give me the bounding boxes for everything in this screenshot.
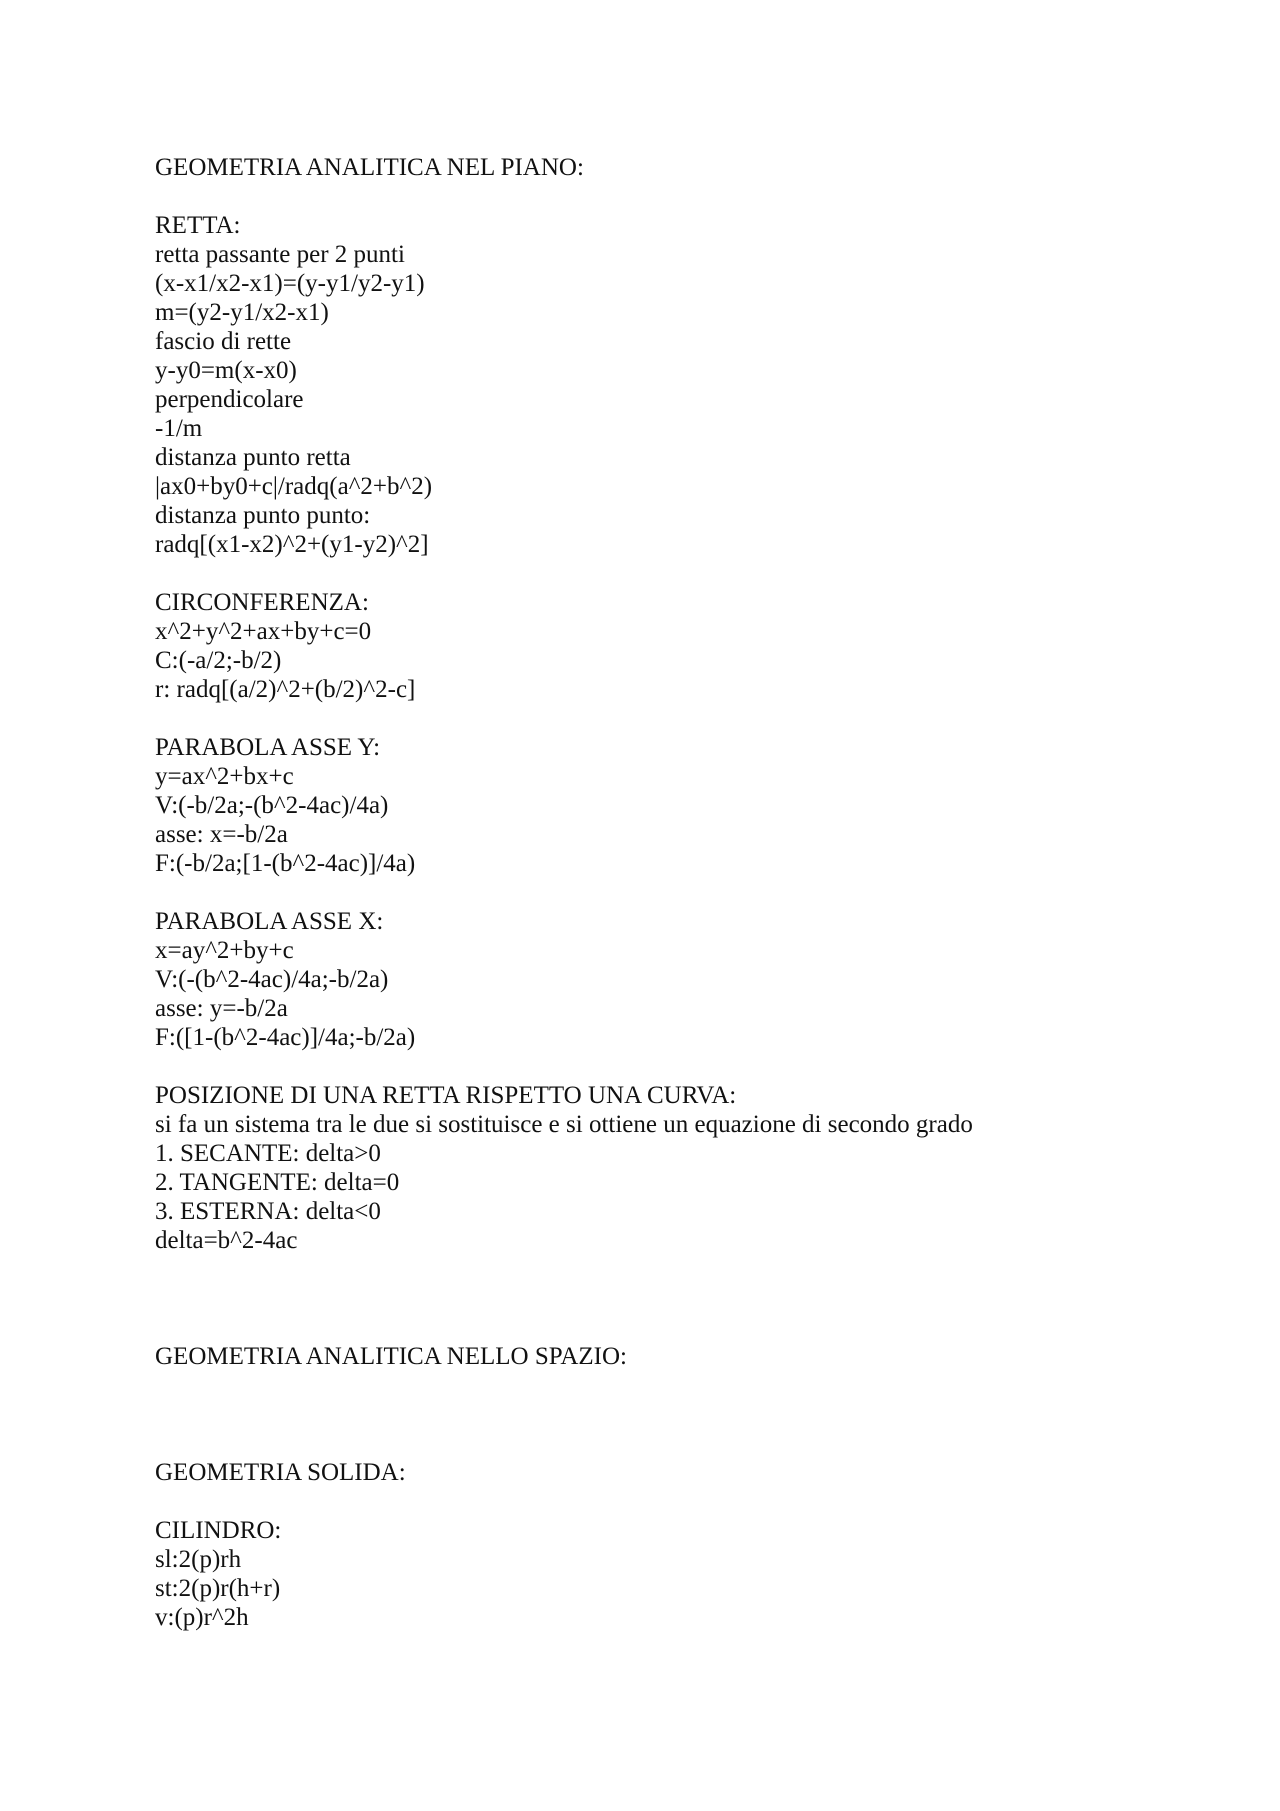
formula-line: radq[(x1-x2)^2+(y1-y2)^2]	[155, 531, 429, 558]
spacer	[155, 182, 1195, 211]
spacer	[155, 704, 1195, 733]
text-line: distanza punto punto:	[155, 502, 371, 529]
text-line: perpendicolare	[155, 386, 304, 413]
formula-line: m=(y2-y1/x2-x1)	[155, 299, 329, 326]
formula-line: F:([1-(b^2-4ac)]/4a;-b/2a)	[155, 1024, 416, 1051]
heading-parabola-asse-y: PARABOLA ASSE Y:	[155, 734, 381, 761]
formula-line: asse: y=-b/2a	[155, 995, 288, 1022]
list-item: 1. SECANTE: delta>0	[155, 1140, 381, 1167]
heading-retta: RETTA:	[155, 212, 241, 239]
section-parabola-asse-y	[155, 733, 1195, 878]
list-item: 2. TANGENTE: delta=0	[155, 1169, 400, 1196]
formula-line: v:(p)r^2h	[155, 1604, 249, 1631]
formula-line: st:2(p)r(h+r)	[155, 1575, 281, 1602]
document-page	[155, 153, 1195, 1632]
formula-line: x^2+y^2+ax+by+c=0	[155, 618, 372, 645]
heading-geometria-spazio: GEOMETRIA ANALITICA NELLO SPAZIO:	[155, 1343, 627, 1370]
formula-line: r: radq[(a/2)^2+(b/2)^2-c]	[155, 676, 416, 703]
formula-line: (x-x1/x2-x1)=(y-y1/y2-y1)	[155, 270, 425, 297]
formula-line: y-y0=m(x-x0)	[155, 357, 297, 384]
spacer	[155, 1487, 1195, 1516]
formula-line: V:(-b/2a;-(b^2-4ac)/4a)	[155, 792, 389, 819]
text-line: retta passante per 2 punti	[155, 241, 405, 268]
section-posizione-retta	[155, 1081, 1195, 1255]
section-geometria-solida	[155, 1458, 1195, 1487]
spacer	[155, 1255, 1195, 1342]
heading-parabola-asse-x: PARABOLA ASSE X:	[155, 908, 384, 935]
formula-line: F:(-b/2a;[1-(b^2-4ac)]/4a)	[155, 850, 416, 877]
formula-line: |ax0+by0+c|/radq(a^2+b^2)	[155, 473, 433, 500]
section-circonferenza	[155, 588, 1195, 704]
section-retta	[155, 211, 1195, 559]
section-geometria-piano	[155, 153, 1195, 182]
spacer	[155, 1371, 1195, 1458]
formula-line: sl:2(p)rh	[155, 1546, 242, 1573]
spacer	[155, 878, 1195, 907]
formula-line: x=ay^2+by+c	[155, 937, 294, 964]
section-geometria-spazio	[155, 1342, 1195, 1371]
heading-geometria-piano: GEOMETRIA ANALITICA NEL PIANO:	[155, 154, 584, 181]
list-item: 3. ESTERNA: delta<0	[155, 1198, 381, 1225]
heading-geometria-solida: GEOMETRIA SOLIDA:	[155, 1459, 406, 1486]
spacer	[155, 1052, 1195, 1081]
heading-posizione-retta: POSIZIONE DI UNA RETTA RISPETTO UNA CURVA:	[155, 1082, 737, 1109]
text-line: fascio di rette	[155, 328, 292, 355]
section-parabola-asse-x	[155, 907, 1195, 1052]
heading-circonferenza: CIRCONFERENZA:	[155, 589, 369, 616]
formula-line: asse: x=-b/2a	[155, 821, 288, 848]
formula-line: V:(-(b^2-4ac)/4a;-b/2a)	[155, 966, 389, 993]
text-line: distanza punto retta	[155, 444, 351, 471]
formula-line: delta=b^2-4ac	[155, 1227, 298, 1254]
text-line: si fa un sistema tra le due si sostituisce e si ottiene un equazione di secondo grado	[155, 1111, 973, 1138]
heading-cilindro: CILINDRO:	[155, 1517, 282, 1544]
section-cilindro	[155, 1516, 1195, 1632]
formula-line: -1/m	[155, 415, 203, 442]
spacer	[155, 559, 1195, 588]
formula-line: C:(-a/2;-b/2)	[155, 647, 282, 674]
formula-line: y=ax^2+bx+c	[155, 763, 294, 790]
